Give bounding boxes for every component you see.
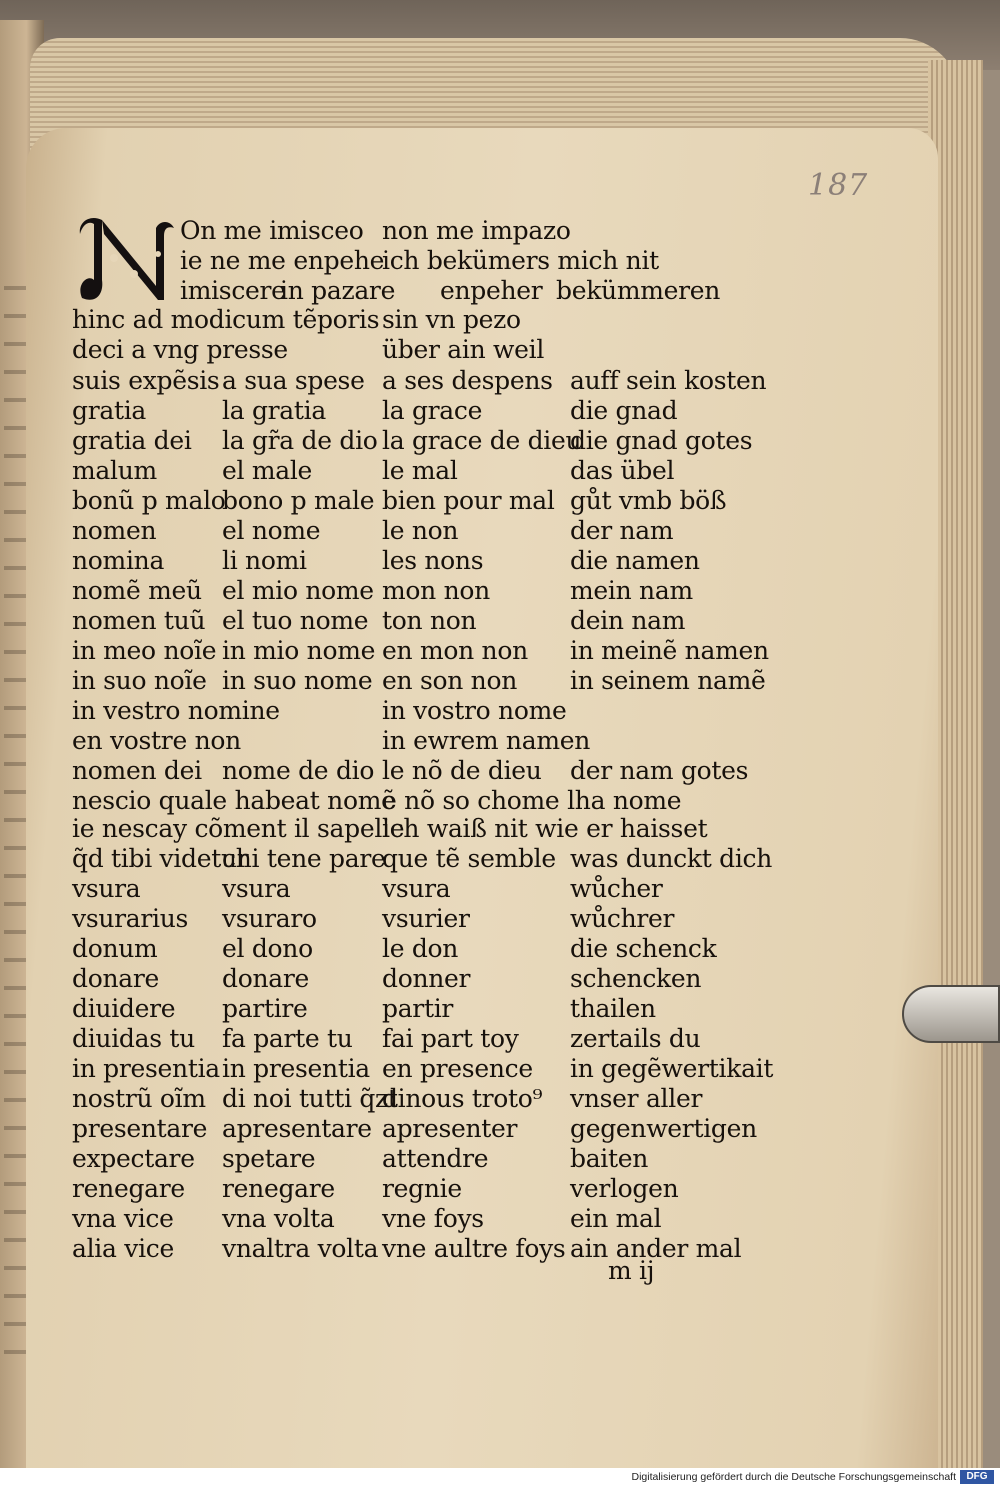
table-cell: bonũ p malo [72,486,226,515]
table-cell: chi tene pare [222,844,386,873]
table-cell: vsuraro [222,904,317,933]
table-cell: die gnad gotes [570,426,753,455]
table-cell: in suo nome [222,666,373,695]
table-cell: ein mal [570,1204,662,1233]
table-cell: vne foys [382,1204,484,1233]
table-cell: donum [72,934,158,963]
table-cell: en presence [382,1054,533,1083]
table-cell: d nous troto⁹ [382,1084,543,1113]
table-cell: el tuo nome [222,606,369,635]
table-cell: gratia [72,396,147,425]
table-cell: vsura [382,874,451,903]
table-cell: ich waiß nit wie er haisset [382,814,708,843]
table-cell: alia vice [72,1234,174,1263]
table-cell: in mio nome [222,636,376,665]
table-cell: expectare [72,1144,195,1173]
table-cell: el dono [222,934,313,963]
table-cell: e nõ so chome lha nome [382,786,682,815]
table-cell: nescio quale habeat nomẽ [72,786,396,815]
table-cell: el male [222,456,313,485]
table-cell: vne aultre foys [382,1234,566,1263]
table-cell: donare [72,964,160,993]
table-cell: donner [382,964,471,993]
table-cell: regnie [382,1174,462,1203]
table-cell: ie ne me enpehe [180,246,385,275]
table-cell: en mon non [382,636,528,665]
table-cell: nome de dio [222,756,375,785]
table-cell: vna volta [222,1204,335,1233]
bookmark-strip [902,985,1000,1043]
decorated-initial [74,214,178,306]
table-cell: fai part toy [382,1024,519,1053]
table-cell: gegenwertigen [570,1114,757,1143]
table-cell: ich bekümers mich nit [382,246,659,275]
table-cell: in presentia [72,1054,220,1083]
table-cell: el nome [222,516,321,545]
table-cell: in vostro nome [382,696,567,725]
table-cell: non me impazo [382,216,571,245]
table-cell: über ain weil [382,335,545,364]
table-cell: le non [382,516,459,545]
table-cell: was dunckt dich [570,844,773,873]
table-cell: in vestro nomine [72,696,280,725]
table-cell: hinc ad modicum tẽporis [72,305,380,334]
table-cell: der nam [570,516,674,545]
table-cell: bien pour mal [382,486,555,515]
table-cell: dein nam [570,606,686,635]
table-cell: verlogen [570,1174,679,1203]
table-cell: sin vn pezo [382,305,521,334]
table-cell: di noi tutti q̃zti [222,1084,406,1113]
table-cell: die schenck [570,934,717,963]
table-cell: vna vice [72,1204,174,1233]
table-cell: enpeher [440,276,543,305]
table-cell: partir [382,994,454,1023]
table-cell: gratia dei [72,426,192,455]
table-cell: attendre [382,1144,489,1173]
signature-mark: m ij [608,1256,655,1285]
table-cell: vnaltra volta [222,1234,379,1263]
table-cell: in suo noĩe [72,666,207,695]
table-cell: mein nam [570,576,693,605]
table-cell: ain ander mal [570,1234,742,1263]
table-cell: el mio nome [222,576,374,605]
table-cell: apresentare [222,1114,372,1143]
table-cell: der nam gotes [570,756,749,785]
table-cell: apresenter [382,1114,518,1143]
table-cell: q̃d tibi videtur [72,844,249,873]
table-cell: ton non [382,606,477,635]
table-cell: presentare [72,1114,208,1143]
table-cell: diuidere [72,994,176,1023]
table-cell: li nomi [222,546,307,575]
table-cell: On me imisceo [180,216,364,245]
table-cell: vsurier [382,904,470,933]
table-cell: partire [222,994,308,1023]
table-cell: donare [222,964,310,993]
table-cell: in meo noĩe [72,636,217,665]
table-cell: wůcher [570,874,663,903]
table-cell: la grace de dieu [382,426,582,455]
table-cell: ie nescay cõment il sapelle [72,814,405,843]
table-cell: zertails du [570,1024,701,1053]
table-cell: bono p male [222,486,375,515]
table-cell: que tẽ semble [382,844,556,873]
table-cell: malum [72,456,157,485]
table-cell: nomen [72,516,157,545]
dfg-logo: DFG [960,1470,994,1484]
funding-credit: Digitalisierung gefördert durch die Deutsche Forschungsgemeinschaft [631,1471,956,1483]
table-cell: a sua spese [222,366,365,395]
table-cell: le mal [382,456,458,485]
table-cell: imiscere [180,276,286,305]
table-cell: das übel [570,456,675,485]
table-cell: mon non [382,576,490,605]
table-cell: die gnad [570,396,678,425]
table-cell: in presentia [222,1054,370,1083]
table-cell: in meinẽ namen [570,636,769,665]
table-cell: in ewrem namen [382,726,591,755]
table-cell: spetare [222,1144,316,1173]
table-cell: in gegẽwertikait [570,1054,774,1083]
table-cell: le don [382,934,459,963]
table-cell: en son non [382,666,518,695]
table-cell: nomen tuũ [72,606,206,635]
table-cell: la grace [382,396,483,425]
table-cell: in seinem namẽ [570,666,766,695]
table-cell: schencken [570,964,702,993]
table-cell: les nons [382,546,484,575]
table-cell: deci a vng presse [72,335,288,364]
table-cell: vnser aller [570,1084,703,1113]
table-cell: le nõ de dieu [382,756,542,785]
table-cell: nostrũ oĩm [72,1084,206,1113]
table-cell: gůt vmb böß [570,486,727,515]
table-cell: auff sein kosten [570,366,767,395]
table-cell: la gr̃a de dio [222,426,378,455]
table-cell: suis expẽsis [72,366,220,395]
table-cell: la gratia [222,396,326,425]
table-cell: diuidas tu [72,1024,195,1053]
table-cell: renegare [72,1174,185,1203]
table-cell: vsura [72,874,141,903]
table-cell: vsurarius [72,904,189,933]
table-cell: fa parte tu [222,1024,353,1053]
table-cell: renegare [222,1174,335,1203]
table-cell: thailen [570,994,656,1023]
footer-bar [0,1468,1000,1487]
table-cell: die namen [570,546,700,575]
table-cell: en vostre non [72,726,241,755]
table-cell: wůchrer [570,904,675,933]
folio-number: 187 [808,168,869,203]
table-cell: nomẽ meũ [72,576,202,605]
table-cell: vsura [222,874,291,903]
table-cell: bekümmeren [556,276,721,305]
table-cell: nomen dei [72,756,202,785]
table-cell: a ses despens [382,366,553,395]
table-cell: baiten [570,1144,649,1173]
table-cell: nomina [72,546,165,575]
table-cell: in pazare [280,276,396,305]
